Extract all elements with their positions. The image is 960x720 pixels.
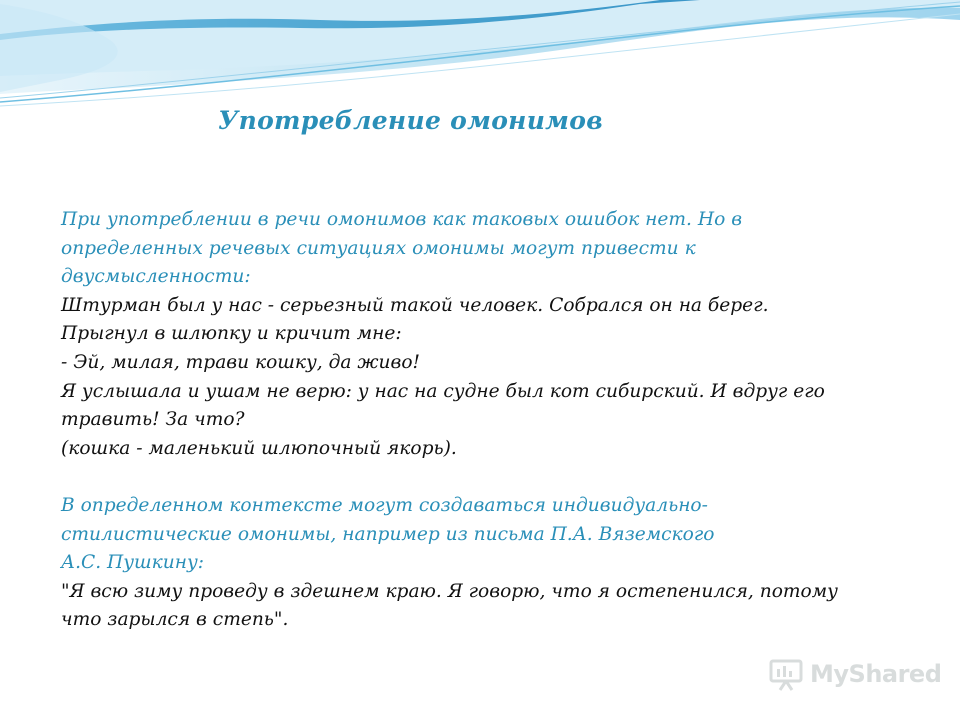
slide-title: Употребление омонимов	[218, 106, 603, 135]
paragraph2-line: В определенном контексте могут создаваться индивидуально-	[61, 494, 708, 516]
slide-body	[61, 206, 901, 635]
paragraph1-line: При употреблении в речи омонимов как таковых ошибок нет. Но в	[61, 209, 743, 230]
paragraph-spacer	[61, 463, 901, 492]
example1-line: Штурман был у нас - серьезный такой человек. Собрался он на берег.	[61, 294, 769, 316]
example2-line: что зарылся в степь".	[61, 609, 289, 631]
watermark-text: MyShared	[810, 660, 942, 688]
paragraph2-line: стилистические омонимы, например из письма П.А. Вяземского	[61, 523, 715, 545]
myshared-watermark	[768, 656, 941, 692]
example1-line: Я услышала и ушам не верю: у нас на судне был кот сибирский. И вдруг его	[61, 380, 825, 402]
example1-line: травить! За что?	[61, 409, 245, 431]
paragraph2-line: А.С. Пушкину:	[61, 552, 205, 574]
paragraph1-line: двусмысленности:	[61, 266, 251, 288]
example2-line: "Я всю зиму проведу в здешнем краю. Я говорю, что я остепенился, потому	[61, 580, 838, 602]
example1-line: (кошка - маленький шлюпочный якорь).	[61, 437, 457, 459]
example1-line: - Эй, милая, трави кошку, да живо!	[61, 351, 420, 373]
paragraph1-line: определенных речевых ситуациях омонимы могут привести к	[61, 237, 696, 259]
presentation-board-icon	[768, 656, 804, 692]
example1-line: Прыгнул в шлюпку и кричит мне:	[61, 323, 402, 345]
